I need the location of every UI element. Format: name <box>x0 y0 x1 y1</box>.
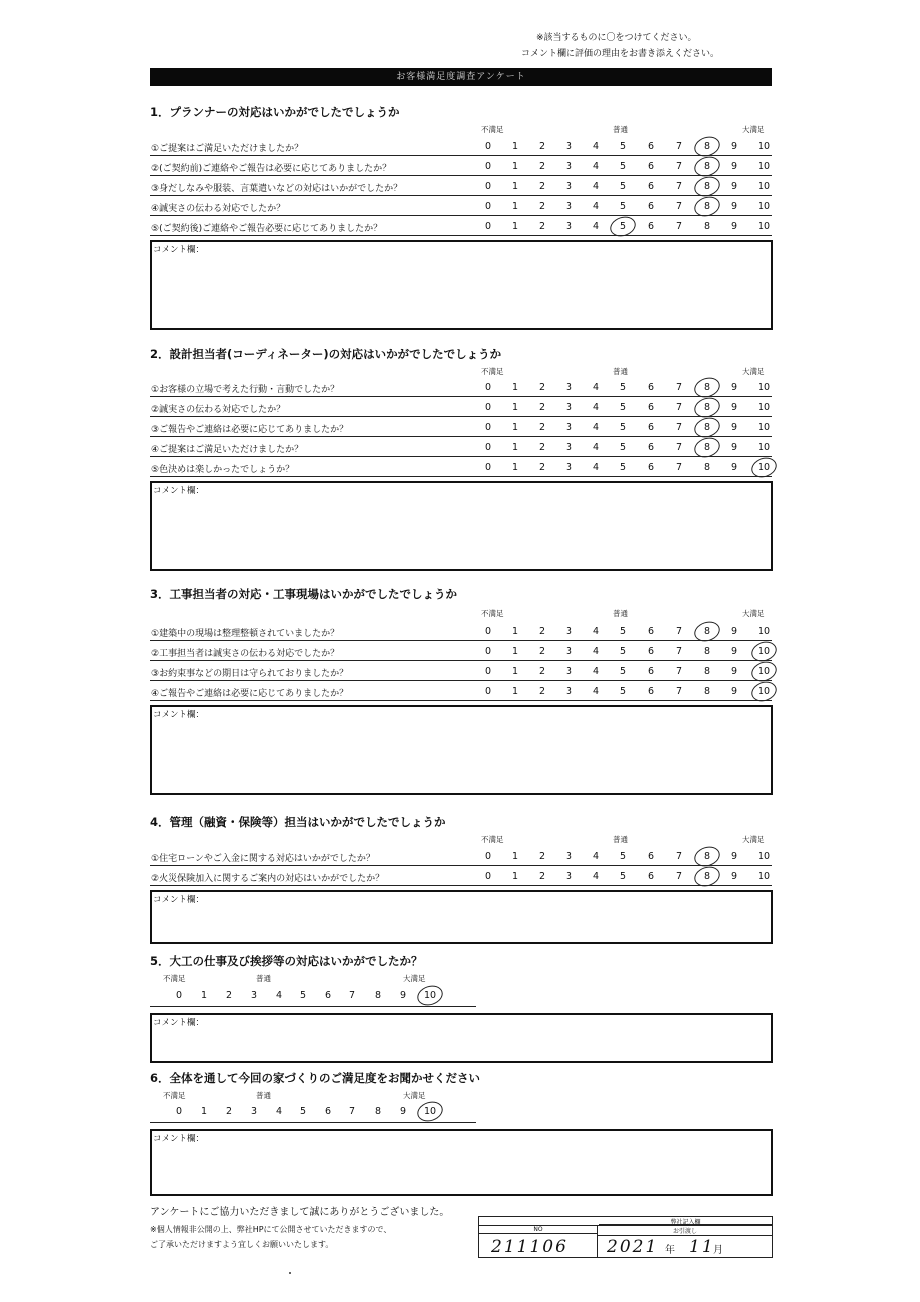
rating-option[interactable]: 3 <box>250 990 258 1001</box>
rating-option[interactable]: 4 <box>592 646 600 657</box>
rating-option[interactable]: 2 <box>538 442 546 453</box>
rating-option[interactable]: 2 <box>538 422 546 433</box>
question-text: ①お客様の立場で考えた行動・言動でしたか？ <box>151 385 340 395</box>
rating-option[interactable]: 0 <box>175 1106 183 1117</box>
rating-option[interactable]: 0 <box>484 181 492 192</box>
rating-option[interactable]: 4 <box>592 141 600 152</box>
rating-option[interactable]: 8 <box>703 462 711 473</box>
rating-option[interactable]: 1 <box>511 626 519 637</box>
rating-option[interactable]: 5 <box>619 666 627 677</box>
rating-option[interactable]: 4 <box>592 221 600 232</box>
rating-option[interactable]: 2 <box>538 181 546 192</box>
rating-option[interactable]: 6 <box>647 382 655 393</box>
rating-option[interactable]: 7 <box>675 221 683 232</box>
question-row <box>150 196 772 216</box>
rating-option-selected[interactable]: 8 <box>703 181 711 192</box>
rating-option[interactable]: 2 <box>538 201 546 212</box>
rating-option-selected[interactable]: 8 <box>703 201 711 212</box>
rating-option[interactable]: 3 <box>565 462 573 473</box>
rating-option[interactable]: 7 <box>675 382 683 393</box>
rating-option[interactable]: 0 <box>484 646 492 657</box>
rating-option[interactable]: 5 <box>619 462 627 473</box>
rating-option[interactable]: 5 <box>619 141 627 152</box>
no-label: NO <box>479 1226 597 1234</box>
rating-option[interactable]: 5 <box>619 442 627 453</box>
rating-option[interactable]: 10 <box>757 871 771 882</box>
rating-option[interactable]: 3 <box>565 422 573 433</box>
question-row <box>150 621 772 641</box>
question-text: ⑤色決めは楽しかったでしょうか？ <box>151 465 295 475</box>
rating-option[interactable]: 1 <box>511 442 519 453</box>
rating-option-selected[interactable]: 8 <box>703 402 711 413</box>
rating-option[interactable]: 6 <box>647 422 655 433</box>
rating-option[interactable]: 4 <box>592 666 600 677</box>
rating-option[interactable]: 5 <box>299 1106 307 1117</box>
rating-option[interactable]: 0 <box>484 141 492 152</box>
section-title: 5．大工の仕事及び挨拶等の対応はいかがでしたか？ <box>150 954 423 968</box>
question-row <box>150 641 772 661</box>
selection-circle <box>749 454 780 480</box>
rating-option[interactable]: 5 <box>619 382 627 393</box>
question-row <box>150 136 772 156</box>
rating-option-selected[interactable]: 8 <box>703 851 711 862</box>
rating-option-selected[interactable]: 5 <box>619 221 627 232</box>
rating-option-selected[interactable]: 10 <box>757 462 771 473</box>
rating-option[interactable]: 4 <box>592 686 600 697</box>
question-row <box>150 661 772 681</box>
rating-option-selected[interactable]: 10 <box>757 686 771 697</box>
rating-option[interactable]: 4 <box>592 871 600 882</box>
rating-option[interactable]: 6 <box>647 221 655 232</box>
instruction-note-1: ※該当するものに〇をつけてください。 <box>536 33 697 43</box>
comment-box[interactable] <box>150 890 773 944</box>
rating-option[interactable]: 0 <box>484 686 492 697</box>
comment-box[interactable] <box>150 1129 773 1196</box>
rating-option[interactable]: 0 <box>484 626 492 637</box>
delivery-label: お引渡し <box>598 1226 772 1236</box>
rating-option[interactable]: 9 <box>730 402 738 413</box>
question-text: ①ご提案はご満足いただけましたか？ <box>151 144 304 154</box>
rating-option[interactable]: 6 <box>647 141 655 152</box>
rating-option-selected[interactable]: 8 <box>703 442 711 453</box>
rating-option[interactable]: 7 <box>348 1106 356 1117</box>
year-unit: 年 <box>665 1245 675 1256</box>
rating-underline <box>150 1006 476 1007</box>
rating-option[interactable]: 0 <box>484 201 492 212</box>
instruction-note-2: コメント欄に評価の理由をお書き添えください。 <box>521 49 720 59</box>
rating-option[interactable]: 7 <box>675 871 683 882</box>
rating-option[interactable]: 6 <box>647 871 655 882</box>
rating-option[interactable]: 4 <box>275 1106 283 1117</box>
rating-option[interactable]: 6 <box>647 402 655 413</box>
rating-option[interactable]: 0 <box>484 462 492 473</box>
rating-option[interactable]: 9 <box>730 201 738 212</box>
rating-option[interactable]: 7 <box>348 990 356 1001</box>
scale-low-label: 不満足 <box>163 974 186 983</box>
rating-option-selected[interactable]: 10 <box>757 666 771 677</box>
rating-option[interactable]: 6 <box>647 851 655 862</box>
rating-option[interactable]: 8 <box>703 646 711 657</box>
question-text: ②火災保険加入に関するご案内の対応はいかがでしたか？ <box>151 874 385 884</box>
section-title: 6．全体を通して今回の家づくりのご満足度をお聞かせください <box>150 1071 480 1085</box>
office-use-header: 弊社記入欄 <box>599 1217 772 1225</box>
question-row <box>150 457 772 477</box>
question-row <box>150 156 772 176</box>
rating-option[interactable]: 10 <box>757 141 771 152</box>
rating-option[interactable]: 1 <box>511 141 519 152</box>
question-text: ④ご報告やご連絡は必要に応じてありましたか？ <box>151 689 349 699</box>
rating-option[interactable]: 10 <box>757 422 771 433</box>
rating-option[interactable]: 3 <box>565 686 573 697</box>
scale-high-label: 大満足 <box>742 835 765 844</box>
scale-low-label: 不満足 <box>481 367 504 376</box>
rating-option[interactable]: 1 <box>511 686 519 697</box>
rating-option[interactable]: 1 <box>511 462 519 473</box>
rating-option-selected[interactable]: 10 <box>423 990 437 1001</box>
scale-high-label: 大満足 <box>742 125 765 134</box>
rating-option[interactable]: 6 <box>647 181 655 192</box>
rating-option[interactable]: 2 <box>538 221 546 232</box>
rating-option[interactable]: 1 <box>511 382 519 393</box>
rating-option[interactable]: 3 <box>565 402 573 413</box>
rating-option[interactable]: 4 <box>275 990 283 1001</box>
rating-option[interactable]: 7 <box>675 201 683 212</box>
rating-option[interactable]: 7 <box>675 646 683 657</box>
thanks-message: アンケートにご協力いただきまして誠にありがとうございました。 <box>150 1207 450 1218</box>
rating-option[interactable]: 2 <box>538 646 546 657</box>
rating-option-selected[interactable]: 8 <box>703 161 711 172</box>
rating-option[interactable]: 0 <box>484 221 492 232</box>
rating-option[interactable]: 6 <box>647 201 655 212</box>
rating-option[interactable]: 2 <box>538 626 546 637</box>
section-title: 2．設計担当者(コーディネーター)の対応はいかがでしたでしょうか <box>150 347 502 361</box>
question-text: ②(ご契約前)ご連絡やご報告は必要に応じてありましたか？ <box>151 164 392 174</box>
rating-option[interactable]: 7 <box>675 141 683 152</box>
office-use-box <box>478 1216 773 1258</box>
question-row <box>150 846 772 866</box>
rating-option[interactable]: 1 <box>200 1106 208 1117</box>
comment-box[interactable] <box>150 1013 773 1063</box>
section-title: 3．工事担当者の対応・工事現場はいかがでしたでしょうか <box>150 587 457 601</box>
rating-option[interactable]: 6 <box>647 686 655 697</box>
privacy-note-2: ご了承いただけますよう宜しくお願いいたします。 <box>150 1240 334 1249</box>
rating-option[interactable]: 4 <box>592 161 600 172</box>
scale-mid-label: 普通 <box>256 1091 271 1100</box>
rating-option[interactable]: 7 <box>675 161 683 172</box>
rating-option[interactable]: 1 <box>511 181 519 192</box>
rating-option[interactable]: 4 <box>592 462 600 473</box>
rating-option[interactable]: 0 <box>484 402 492 413</box>
survey-title: お客様満足度調査アンケート <box>150 68 772 86</box>
scale-mid-label: 普通 <box>613 125 628 134</box>
rating-option[interactable]: 4 <box>592 181 600 192</box>
question-text: ③身だしなみや服装、言葉遣いなどの対応はいかがでしたか？ <box>151 184 403 194</box>
rating-option[interactable]: 1 <box>511 666 519 677</box>
rating-option[interactable]: 3 <box>565 871 573 882</box>
scale-high-label: 大満足 <box>403 1091 426 1100</box>
scale-high-label: 大満足 <box>742 367 765 376</box>
question-text: ③お約束事などの期日は守られておりましたか？ <box>151 669 349 679</box>
rating-option[interactable]: 9 <box>730 382 738 393</box>
comment-box[interactable] <box>150 481 773 571</box>
question-text: ⑤(ご契約後)ご連絡やご報告必要に応じてありましたか？ <box>151 224 383 234</box>
question-row <box>150 681 772 701</box>
question-text: ②誠実さの伝わる対応でしたか？ <box>151 405 286 415</box>
scale-mid-label: 普通 <box>256 974 271 983</box>
scale-mid-label: 普通 <box>613 609 628 618</box>
selection-circle <box>415 1098 446 1124</box>
rating-option[interactable]: 7 <box>675 402 683 413</box>
question-text: ④ご提案はご満足いただけましたか？ <box>151 445 304 455</box>
rating-option-selected[interactable]: 10 <box>757 646 771 657</box>
rating-option[interactable]: 3 <box>565 646 573 657</box>
scale-low-label: 不満足 <box>481 609 504 618</box>
scale-high-label: 大満足 <box>742 609 765 618</box>
rating-option[interactable]: 9 <box>730 442 738 453</box>
rating-option[interactable]: 1 <box>511 221 519 232</box>
rating-option[interactable]: 3 <box>565 382 573 393</box>
rating-option[interactable]: 6 <box>647 462 655 473</box>
rating-option[interactable]: 1 <box>511 871 519 882</box>
rating-option[interactable]: 1 <box>200 990 208 1001</box>
rating-option-selected[interactable]: 8 <box>703 422 711 433</box>
selection-circle <box>415 982 446 1008</box>
rating-option-selected[interactable]: 8 <box>703 871 711 882</box>
rating-option[interactable]: 10 <box>757 161 771 172</box>
rating-option[interactable]: 8 <box>703 686 711 697</box>
privacy-note-1: ※個人情報非公開の上、弊社HPにて公開させていただきますので、 <box>150 1225 392 1234</box>
rating-option[interactable]: 10 <box>757 382 771 393</box>
rating-option[interactable]: 0 <box>484 382 492 393</box>
rating-option[interactable]: 6 <box>647 626 655 637</box>
rating-option[interactable]: 9 <box>730 686 738 697</box>
rating-underline <box>150 1122 476 1123</box>
rating-option[interactable]: 6 <box>647 442 655 453</box>
scale-low-label: 不満足 <box>481 125 504 134</box>
scale-low-label: 不満足 <box>481 835 504 844</box>
rating-option[interactable]: 7 <box>675 462 683 473</box>
rating-option-selected[interactable]: 8 <box>703 382 711 393</box>
rating-option[interactable]: 1 <box>511 161 519 172</box>
rating-option[interactable]: 4 <box>592 402 600 413</box>
rating-option[interactable]: 6 <box>647 666 655 677</box>
rating-option[interactable]: 4 <box>592 626 600 637</box>
rating-option[interactable]: 10 <box>757 181 771 192</box>
rating-option[interactable]: 8 <box>374 990 382 1001</box>
rating-option-selected[interactable]: 10 <box>423 1106 437 1117</box>
rating-option[interactable]: 3 <box>565 851 573 862</box>
no-value: 211106 <box>491 1237 568 1257</box>
rating-option[interactable]: 4 <box>592 442 600 453</box>
rating-option[interactable]: 6 <box>647 161 655 172</box>
rating-option[interactable]: 10 <box>757 402 771 413</box>
rating-option[interactable]: 0 <box>484 442 492 453</box>
rating-option[interactable]: 8 <box>703 221 711 232</box>
rating-option[interactable]: 2 <box>538 382 546 393</box>
question-row <box>150 377 772 397</box>
rating-option[interactable]: 5 <box>619 422 627 433</box>
selection-circle <box>608 213 639 239</box>
rating-option[interactable]: 5 <box>619 851 627 862</box>
rating-option-selected[interactable]: 8 <box>703 626 711 637</box>
section-title: 4．管理（融資・保険等）担当はいかがでしたでしょうか <box>150 815 446 829</box>
scale-mid-label: 普通 <box>613 835 628 844</box>
selection-circle <box>692 863 723 889</box>
rating-option[interactable]: 9 <box>730 666 738 677</box>
scale-mid-label: 普通 <box>613 367 628 376</box>
rating-option[interactable]: 0 <box>484 161 492 172</box>
rating-option[interactable]: 2 <box>225 1106 233 1117</box>
question-text: ③ご報告やご連絡は必要に応じてありましたか？ <box>151 425 349 435</box>
rating-option[interactable]: 0 <box>175 990 183 1001</box>
question-row <box>150 176 772 196</box>
rating-option[interactable]: 7 <box>675 666 683 677</box>
rating-option[interactable]: 9 <box>730 422 738 433</box>
rating-option[interactable]: 5 <box>299 990 307 1001</box>
rating-option[interactable]: 6 <box>324 990 332 1001</box>
rating-option[interactable]: 2 <box>538 686 546 697</box>
rating-option[interactable]: 2 <box>538 851 546 862</box>
rating-option[interactable]: 8 <box>374 1106 382 1117</box>
rating-option[interactable]: 9 <box>730 646 738 657</box>
question-row <box>150 866 772 886</box>
question-text: ①建築中の現場は整理整頓されていましたか？ <box>151 629 340 639</box>
rating-option[interactable]: 9 <box>730 626 738 637</box>
rating-option[interactable]: 8 <box>703 666 711 677</box>
comment-label: コメント欄： <box>153 895 205 905</box>
rating-option[interactable]: 5 <box>619 626 627 637</box>
rating-option[interactable]: 1 <box>511 402 519 413</box>
rating-option[interactable]: 10 <box>757 626 771 637</box>
scale-high-label: 大満足 <box>403 974 426 983</box>
question-row <box>150 216 772 236</box>
question-text: ①住宅ローンやご入金に関する対応はいかがでしたか？ <box>151 854 375 864</box>
rating-option[interactable]: 0 <box>484 851 492 862</box>
rating-option[interactable]: 7 <box>675 422 683 433</box>
scan-speck <box>289 1272 291 1274</box>
comment-label: コメント欄： <box>153 1134 205 1144</box>
comment-box[interactable] <box>150 705 773 795</box>
rating-option[interactable]: 4 <box>592 382 600 393</box>
rating-option[interactable]: 7 <box>675 626 683 637</box>
question-row <box>150 417 772 437</box>
question-row <box>150 397 772 417</box>
rating-option[interactable]: 5 <box>619 686 627 697</box>
question-row <box>150 437 772 457</box>
comment-label: コメント欄： <box>153 245 205 255</box>
question-text: ④誠実さの伝わる対応でしたか？ <box>151 204 286 214</box>
rating-option[interactable]: 3 <box>565 666 573 677</box>
rating-option[interactable]: 5 <box>619 161 627 172</box>
rating-option[interactable]: 1 <box>511 201 519 212</box>
rating-option[interactable]: 3 <box>565 442 573 453</box>
rating-option[interactable]: 5 <box>619 402 627 413</box>
rating-option[interactable]: 3 <box>250 1106 258 1117</box>
section-title: 1．プランナーの対応はいかがでしたでしょうか <box>150 105 400 119</box>
comment-label: コメント欄： <box>153 710 205 720</box>
rating-option[interactable]: 2 <box>538 161 546 172</box>
rating-option[interactable]: 7 <box>675 181 683 192</box>
rating-option[interactable]: 10 <box>757 221 771 232</box>
rating-option[interactable]: 7 <box>675 686 683 697</box>
rating-option[interactable]: 1 <box>511 646 519 657</box>
rating-option[interactable]: 1 <box>511 851 519 862</box>
rating-option[interactable]: 3 <box>565 141 573 152</box>
rating-option-selected[interactable]: 8 <box>703 141 711 152</box>
rating-option[interactable]: 6 <box>324 1106 332 1117</box>
rating-option[interactable]: 9 <box>730 161 738 172</box>
rating-option[interactable]: 2 <box>538 402 546 413</box>
rating-option[interactable]: 4 <box>592 851 600 862</box>
rating-option[interactable]: 2 <box>538 871 546 882</box>
rating-option[interactable]: 9 <box>730 181 738 192</box>
rating-option[interactable]: 0 <box>484 422 492 433</box>
rating-option[interactable]: 0 <box>484 666 492 677</box>
rating-option[interactable]: 10 <box>757 851 771 862</box>
rating-option[interactable]: 1 <box>511 422 519 433</box>
delivery-month: 11 <box>689 1237 715 1257</box>
rating-option[interactable]: 7 <box>675 851 683 862</box>
rating-option[interactable]: 10 <box>757 442 771 453</box>
rating-option[interactable]: 7 <box>675 442 683 453</box>
rating-option[interactable]: 10 <box>757 201 771 212</box>
rating-option[interactable]: 2 <box>538 462 546 473</box>
scale-low-label: 不満足 <box>163 1091 186 1100</box>
comment-box[interactable] <box>150 240 773 330</box>
rating-option[interactable]: 9 <box>730 221 738 232</box>
rating-option[interactable]: 9 <box>399 1106 407 1117</box>
comment-label: コメント欄： <box>153 1018 205 1028</box>
rating-option[interactable]: 3 <box>565 161 573 172</box>
rating-option[interactable]: 9 <box>730 871 738 882</box>
rating-option[interactable]: 3 <box>565 221 573 232</box>
rating-option[interactable]: 9 <box>730 851 738 862</box>
month-unit: 月 <box>713 1245 723 1256</box>
rating-option[interactable]: 2 <box>538 141 546 152</box>
comment-label: コメント欄： <box>153 486 205 496</box>
delivery-year: 2021 <box>607 1237 659 1257</box>
rating-option[interactable]: 2 <box>225 990 233 1001</box>
rating-option[interactable]: 5 <box>619 201 627 212</box>
rating-option[interactable]: 9 <box>399 990 407 1001</box>
rating-option[interactable]: 9 <box>730 462 738 473</box>
rating-option[interactable]: 4 <box>592 422 600 433</box>
rating-option[interactable]: 9 <box>730 141 738 152</box>
question-text: ②工事担当者は誠実さの伝わる対応でしたか？ <box>151 649 340 659</box>
selection-circle <box>749 678 780 704</box>
rating-option[interactable]: 4 <box>592 201 600 212</box>
rating-option[interactable]: 3 <box>565 626 573 637</box>
rating-option[interactable]: 5 <box>619 181 627 192</box>
rating-option[interactable]: 5 <box>619 871 627 882</box>
rating-option[interactable]: 3 <box>565 181 573 192</box>
rating-option[interactable]: 3 <box>565 201 573 212</box>
rating-option[interactable]: 5 <box>619 646 627 657</box>
rating-option[interactable]: 6 <box>647 646 655 657</box>
rating-option[interactable]: 2 <box>538 666 546 677</box>
rating-option[interactable]: 0 <box>484 871 492 882</box>
